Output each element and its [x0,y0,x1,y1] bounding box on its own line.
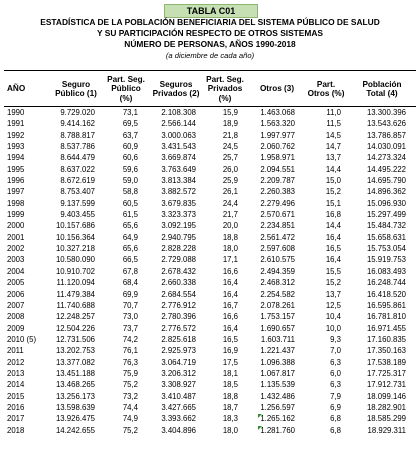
cell-private: 2.925.973 [161,346,196,356]
cell-public-share: 73,1 [122,108,138,117]
cell-total: 17.160.835 [366,334,406,344]
cell-others: 1.563.320 [260,119,295,129]
cell-public-share: 68,4 [122,278,138,288]
cell-private: 2.940.795 [161,232,196,242]
cell-others: 2.597.608 [260,244,295,254]
cell-others-share: 15,0 [325,176,341,186]
table-row [0,175,420,186]
cell-others: 2.279.496 [260,198,295,208]
cell-year: 1991 [7,119,25,129]
cell-public-share: 74,9 [122,414,138,424]
cell-total: 18.929.311 [367,425,406,435]
cell-others-share: 14,4 [325,221,341,231]
table-row [0,232,420,243]
cell-private: 2.678.432 [161,266,196,276]
header-public-share: Part. Seg. Público (%) [107,74,145,103]
cell-others-share: 6,9 [330,402,341,412]
cell-year: 1999 [7,210,25,220]
cell-year: 2001 [7,232,25,242]
cell-private-share: 26,0 [222,164,238,174]
cell-others: 2.078.261 [260,300,295,310]
cell-year: 2010 (5) [7,334,37,344]
table-row [0,300,420,311]
cell-public-share: 70,7 [122,300,138,310]
cell-private-share: 18,7 [222,402,238,412]
cell-others: 2.060.762 [260,142,295,152]
header-top-rule [4,70,416,71]
table-title-line-3: NÚMERO DE PERSONAS, AÑOS 1990-2018 [124,39,296,49]
cell-total: 16.971.455 [366,323,406,333]
cell-public-share: 74,4 [122,402,138,412]
cell-public: 9.729.020 [60,108,95,117]
cell-others-share: 6,8 [330,414,341,424]
cell-public: 13.256.173 [55,391,95,401]
cell-public: 11.120.094 [56,278,95,288]
cell-others-share: 11,5 [326,119,341,129]
cell-public: 10.910.702 [55,266,95,276]
cell-others: 2.209.787 [260,176,295,186]
cell-public-share: 60,9 [122,142,138,152]
cell-public: 14.242.655 [55,425,95,435]
cell-private-share: 16,6 [222,266,238,276]
cell-others: 2.094.551 [260,164,295,174]
table-row [0,402,420,413]
cell-public-share: 60,5 [122,198,138,208]
cell-others-share: 9,3 [330,334,341,344]
table-row [0,391,420,402]
cell-year: 2013 [7,368,25,378]
table-row [0,209,420,220]
cell-public-share: 73,2 [122,391,138,401]
cell-public: 13.598.639 [55,402,95,412]
cell-public: 13.468.265 [55,380,95,390]
cell-private-share: 18,5 [222,380,238,390]
cell-public-share: 66,5 [122,255,138,265]
table-row [0,141,420,152]
cell-public: 8.537.786 [60,142,95,152]
header-private: Seguros Privados (2) [152,79,200,98]
cell-others: 1.958.971 [260,153,295,163]
cell-private: 3.410.487 [161,391,196,401]
cell-public: 9.403.455 [60,210,95,220]
table-row [0,277,420,288]
cell-total: 16.248.744 [366,278,406,288]
cell-others-share: 7,0 [330,346,341,356]
cell-total: 15.297.499 [366,210,406,220]
table-row [0,357,420,368]
cell-private-share: 25,9 [222,176,238,186]
cell-year: 2003 [7,255,25,265]
cell-public: 13.202.753 [55,346,95,356]
cell-public-share: 73,0 [122,312,138,322]
table-row [0,118,420,129]
cell-public: 10.580.090 [55,255,95,265]
cell-public-share: 63,7 [122,130,138,140]
cell-private: 2.780.396 [161,312,196,322]
cell-private: 3.323.373 [161,210,196,220]
cell-year: 2008 [7,312,25,322]
cell-year: 2018 [7,425,25,435]
cell-others: 2.234.851 [260,221,295,231]
cell-private-share: 18,8 [222,391,238,401]
cell-private: 3.427.665 [161,402,196,412]
cell-public-share: 76,3 [122,357,138,367]
cell-private-share: 21,8 [222,130,238,140]
cell-others-share: 15,2 [325,278,341,288]
cell-others: 1.096.388 [260,357,295,367]
cell-private: 3.404.896 [161,425,196,435]
header-public: Seguro Público (1) [55,79,97,98]
cell-year: 1994 [7,153,25,163]
cell-private-share: 16,5 [222,334,238,344]
cell-public: 8.637.022 [60,164,95,174]
cell-others-share: 6,3 [330,357,341,367]
table-title-line-1: ESTADÍSTICA DE LA POBLACIÓN BENEFICIARIA DEL SISTEMA PÚBLICO DE SALUD [40,17,380,27]
cell-total: 14.495.222 [366,164,406,174]
cell-others-share: 14,4 [325,164,341,174]
cell-others-share: 16,5 [325,244,341,254]
cell-others-share: 16,8 [325,210,341,220]
cell-others-share: 15,2 [325,187,341,197]
cell-total: 15.096.930 [366,198,406,208]
cell-year: 1992 [7,130,25,140]
cell-total: 16.595.861 [366,300,406,310]
table-row [0,152,420,163]
cell-others: 2.610.575 [260,255,295,265]
cell-public: 12.248.257 [55,312,95,322]
cell-others: 2.260.383 [260,187,295,197]
cell-year: 2007 [7,300,25,310]
cell-others: 2.494.359 [260,266,295,276]
cell-public: 8.753.407 [60,187,95,197]
cell-private: 3.679.835 [161,198,196,208]
table-row [0,311,420,322]
cell-private: 3.813.384 [161,176,196,186]
cell-private-share: 24,5 [222,142,238,152]
cell-public-share: 75,9 [122,368,138,378]
cell-public: 10.157.686 [55,221,95,231]
cell-public: 11.479.384 [56,289,95,299]
cell-private: 2.729.088 [161,255,196,265]
cell-private: 2.828.228 [161,244,196,254]
cell-others-share: 10,4 [325,312,341,322]
cell-total: 18.585.299 [366,414,406,424]
cell-total: 14.695.790 [366,176,406,186]
cell-total: 13.543.626 [366,119,406,129]
cell-public-share: 75,2 [122,425,138,435]
cell-others: 1.463.068 [260,108,295,117]
cell-private-share: 16,9 [222,346,238,356]
cell-private: 3.064.719 [161,357,196,367]
cell-public-share: 65,6 [122,244,138,254]
cell-public-share: 61,5 [122,210,138,220]
cell-total: 17.725.317 [366,368,406,378]
table-row [0,425,420,436]
cell-others-share: 16,4 [325,232,341,242]
cell-others-share: 14,7 [325,142,341,152]
cell-private-share: 16,4 [222,278,238,288]
cell-private-share: 17,5 [222,357,238,367]
cell-public: 13.377.082 [55,357,95,367]
cell-others: 2.561.472 [260,232,295,242]
cell-total: 15.658.631 [366,232,406,242]
cell-private-share: 20,0 [222,221,238,231]
cell-private: 3.308.927 [161,380,196,390]
cell-total: 13.786.857 [366,130,406,140]
cell-total: 16.083.493 [366,266,406,276]
cell-others: 1.432.486 [260,391,295,401]
header-total: Población Total (4) [362,79,402,98]
cell-total: 17.350.163 [366,346,406,356]
cell-public: 13.926.475 [55,414,95,424]
cell-public-share: 73,7 [122,323,138,333]
cell-private-share: 26,1 [222,187,238,197]
cell-private: 2.660.338 [161,278,196,288]
cell-year: 2012 [7,357,25,367]
table-row [0,107,420,118]
cell-others: 2.254.582 [260,289,295,299]
cell-others-share: 6,8 [330,425,341,435]
table-row [0,243,420,254]
header-year: AÑO [7,84,26,94]
cell-others: 1.997.977 [260,130,295,140]
cell-others: 1.221.437 [260,346,295,356]
cell-private-share: 16,6 [222,312,238,322]
cell-private: 3.000.063 [161,130,196,140]
cell-private-share: 21,7 [222,210,238,220]
cell-public-share: 59,6 [122,164,138,174]
cell-others: 2.570.671 [260,210,295,220]
cell-total: 17.912.731 [366,380,406,390]
cell-year: 2005 [7,278,25,288]
table-row [0,334,420,345]
cell-private: 2.776.572 [161,323,196,333]
cell-private-share: 16,4 [222,323,238,333]
table-row [0,220,420,231]
table-subtitle: (a diciembre de cada año) [165,51,255,60]
cell-year: 2011 [7,346,24,356]
table-row [0,254,420,265]
cell-others-share: 15,5 [325,266,341,276]
cell-others-share: 13,7 [325,153,341,163]
cell-others-share: 6,3 [330,380,341,390]
cell-total: 13.300.396 [366,108,406,117]
header-others-share: Part. Otros (%) [307,79,345,98]
cell-others: 1.690.657 [260,323,295,333]
cell-public-share: 67,8 [122,266,138,276]
cell-private: 2.684.554 [161,289,196,299]
cell-public-share: 65,6 [122,221,138,231]
cell-private-share: 18,8 [222,232,238,242]
cell-public: 8.788.817 [60,130,95,140]
cell-private-share: 18,3 [222,414,238,424]
cell-public-share: 76,1 [122,346,138,356]
cell-private: 2.825.618 [161,334,196,344]
table-label-badge: TABLA C01 [164,4,258,18]
cell-public: 8.672.619 [60,176,95,186]
cell-total: 18.282.901 [366,402,406,412]
header-private-share: Part. Seg. Privados (%) [206,74,244,103]
cell-total: 16.418.520 [366,289,406,299]
cell-total: 14.030.091 [366,142,406,152]
cell-year: 2000 [7,221,25,231]
cell-public-share: 64,9 [122,232,138,242]
cell-private-share: 15,9 [222,108,238,117]
cell-public: 10.327.218 [55,244,95,254]
cell-private-share: 17,1 [222,255,238,265]
cell-public: 10.156.364 [55,232,95,242]
cell-private-share: 25,7 [222,153,238,163]
cell-public: 8.644.479 [60,153,95,163]
cell-year: 2009 [7,323,25,333]
cell-year: 2004 [7,266,25,276]
cell-private-share: 16,7 [222,300,238,310]
cell-year: 2002 [7,244,25,254]
cell-year: 2015 [7,391,25,401]
cell-marker-icon [258,414,262,418]
cell-others-share: 10,0 [325,323,341,333]
cell-private: 3.882.572 [161,187,196,197]
header-others: Otros (3) [259,84,295,94]
table-row [0,186,420,197]
cell-private: 2.776.912 [161,300,196,310]
cell-others-share: 15,1 [325,198,341,208]
cell-private: 3.431.543 [161,142,196,152]
cell-private-share: 18,0 [222,244,238,254]
cell-year: 1997 [7,187,25,197]
cell-year: 1995 [7,164,25,174]
cell-others-share: 13,7 [325,289,341,299]
cell-others-share: 6,0 [330,368,341,378]
cell-year: 1993 [7,142,25,152]
cell-others-share: 11,0 [326,108,341,117]
cell-total: 16.781.810 [366,312,406,322]
cell-others: 1.265.162 [260,414,295,424]
cell-others-share: 12,5 [325,300,341,310]
table-row [0,323,420,334]
cell-public-share: 69,5 [122,119,138,129]
cell-private: 3.092.195 [161,221,196,231]
table-row [0,164,420,175]
cell-others: 1.753.157 [260,312,295,322]
cell-private-share: 24,4 [222,198,238,208]
cell-others-share: 7,9 [330,391,341,401]
cell-public-share: 69,9 [122,289,138,299]
cell-private-share: 18,9 [222,119,238,129]
cell-year: 2017 [7,414,25,424]
cell-public-share: 60,6 [122,153,138,163]
cell-public: 9.137.599 [60,198,95,208]
cell-public: 12.731.506 [55,334,95,344]
cell-total: 15.753.054 [366,244,406,254]
cell-private: 2.108.308 [161,108,196,117]
cell-public: 9.414.162 [60,119,95,129]
table-row [0,198,420,209]
cell-year: 1990 [7,108,25,117]
table-row [0,379,420,390]
table-row [0,289,420,300]
cell-total: 14.273.324 [366,153,406,163]
cell-public: 12.504.226 [55,323,95,333]
cell-public: 13.451.188 [55,368,95,378]
cell-public-share: 58,8 [122,187,138,197]
cell-private: 3.669.874 [161,153,196,163]
cell-private: 3.393.662 [161,414,196,424]
cell-others: 1.281.760 [260,425,295,435]
cell-total: 17.538.189 [366,357,406,367]
cell-private: 3.206.312 [161,368,196,378]
cell-private: 2.566.144 [161,119,196,129]
table-row [0,345,420,356]
table-row [0,413,420,424]
cell-year: 2006 [7,289,25,299]
cell-marker-icon [258,426,262,430]
cell-private-share: 18,1 [222,368,238,378]
cell-year: 2016 [7,402,25,412]
table-row [0,368,420,379]
cell-others: 1.135.539 [260,380,295,390]
cell-public-share: 75,2 [122,380,138,390]
cell-private: 3.763.649 [161,164,196,174]
cell-private-share: 16,4 [222,289,238,299]
cell-total: 14.896.362 [366,187,406,197]
table-row [0,266,420,277]
cell-private-share: 18,0 [222,425,238,435]
cell-public-share: 74,2 [122,334,138,344]
cell-total: 18.099.146 [366,391,406,401]
cell-others: 1.256.597 [260,402,295,412]
cell-year: 1998 [7,198,25,208]
cell-others: 1.603.711 [260,334,295,344]
cell-public-share: 59,0 [122,176,138,186]
data-table-body [0,107,420,436]
cell-others: 1.067.817 [260,368,295,378]
cell-public: 11.740.688 [56,300,95,310]
cell-year: 2014 [7,380,25,390]
table-row [0,130,420,141]
cell-others-share: 14,5 [325,130,341,140]
cell-total: 15.919.753 [366,255,406,265]
cell-others-share: 16,4 [325,255,341,265]
table-title-line-2: Y SU PARTICIPACIÓN RESPECTO DE OTROS SISTEMAS [97,28,323,38]
cell-others: 2.468.312 [260,278,295,288]
cell-total: 15.484.732 [366,221,406,231]
cell-year: 1996 [7,176,25,186]
